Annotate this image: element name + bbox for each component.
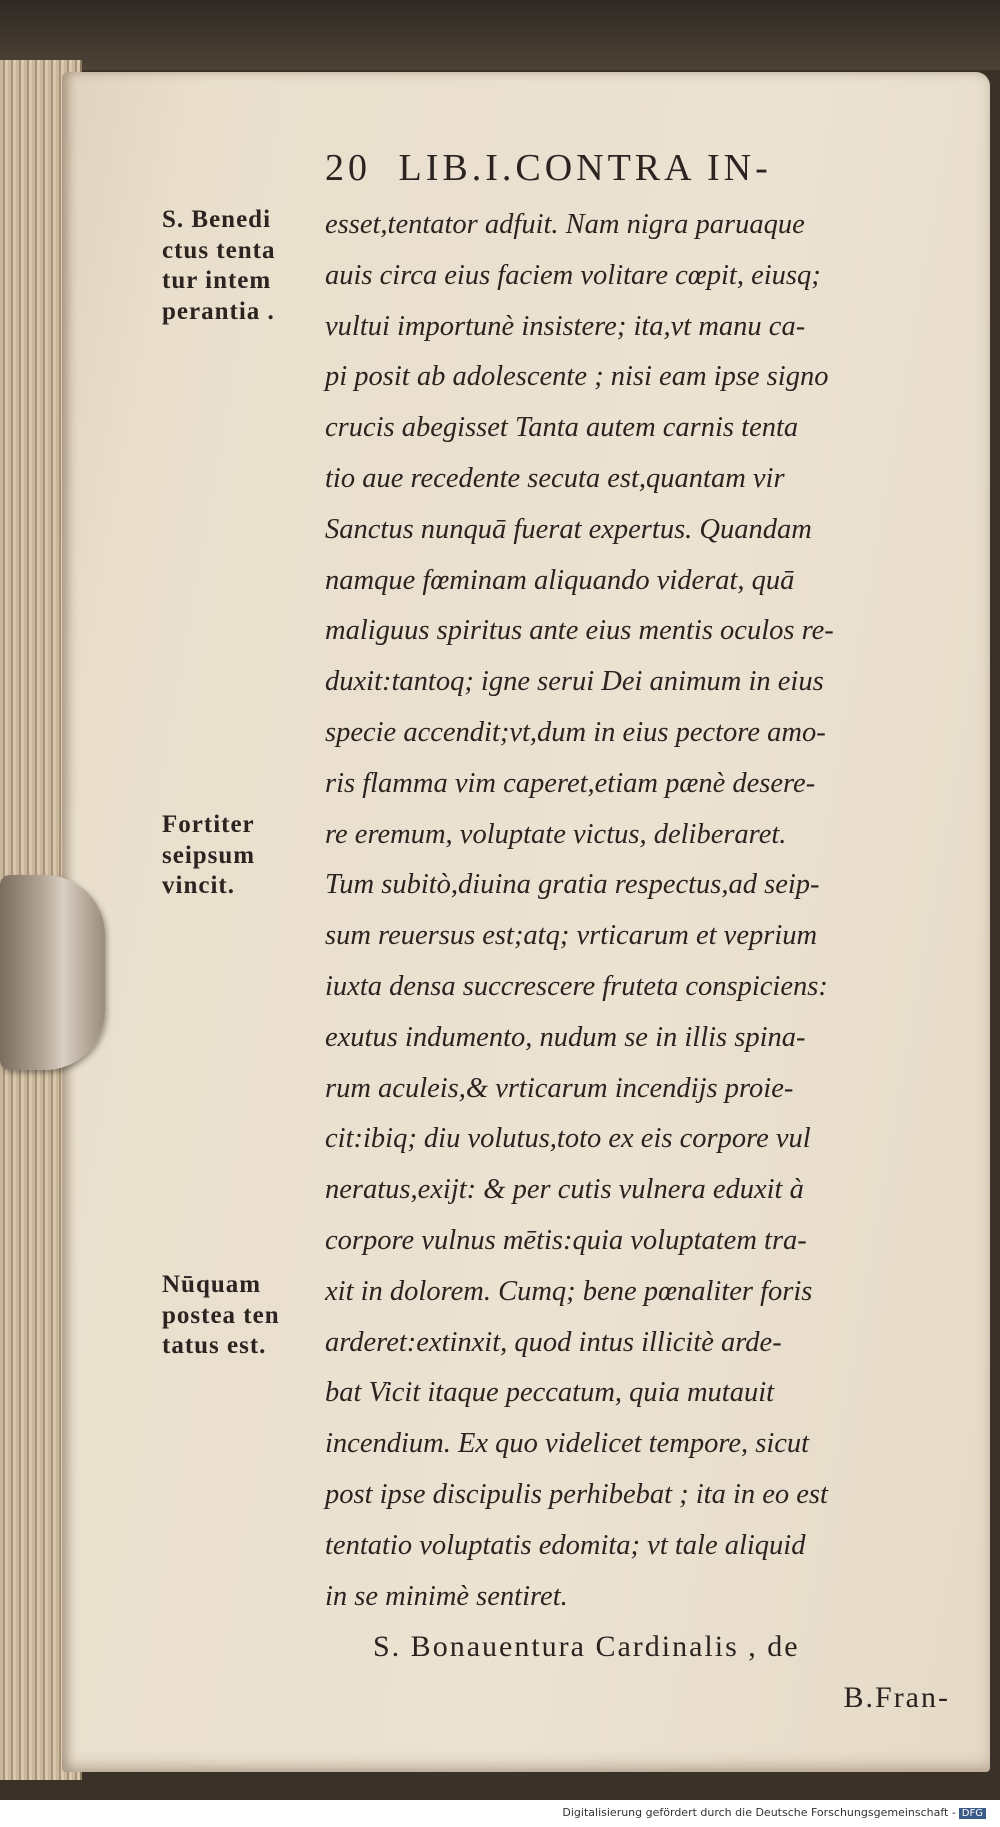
margin-note-line: Fortiter <box>162 811 255 838</box>
closing-line: S. Bonauentura Cardinalis , de <box>373 1630 800 1664</box>
margin-note-line: S. Benedi <box>162 206 272 233</box>
text-line: rum aculeis,& vrticarum incendijs proie- <box>325 1072 794 1104</box>
text-line: crucis abegisset Tanta autem carnis tenta <box>325 412 799 444</box>
text-line: ris flamma vim caperet,etiam pænè desere- <box>325 767 816 799</box>
margin-note-line: tatus est. <box>162 1332 267 1359</box>
text-line: cit:ibiq; diu volutus,toto ex eis corpore vul <box>325 1123 811 1155</box>
text-line: arderet:extinxit, quod intus illicitè arde- <box>325 1326 782 1358</box>
text-line: corpore vulnus mētis:quia voluptatem tra- <box>325 1224 807 1256</box>
margin-note-line: tur intem <box>162 267 272 294</box>
text-line: neratus,exijt: & per cutis vulnera eduxit à <box>325 1174 804 1206</box>
margin-note-line: postea ten <box>162 1301 280 1329</box>
text-line: post ipse discipulis perhibebat ; ita in eo est <box>325 1478 828 1510</box>
text-line: esset,tentator adfuit. Nam nigra paruaque <box>325 209 805 240</box>
scan-background-top <box>0 0 1000 70</box>
page-number: 20 <box>325 147 371 189</box>
text-line: pi posit ab adolescente ; nisi eam ipse signo <box>325 361 829 393</box>
text-line: namque fœminam aliquando viderat, quā <box>325 564 795 596</box>
text-line: xit in dolorem. Cumq; bene pœnaliter foris <box>325 1275 813 1307</box>
text-line: Tum subitò,diuina gratia respectus,ad seip- <box>325 869 820 901</box>
margin-note-line: Nūquam <box>162 1271 262 1298</box>
margin-note-benedictus <box>162 205 322 327</box>
text-line: incendium. Ex quo videlicet tempore, sicut <box>325 1428 810 1460</box>
text-line: tentatio voluptatis edomita; vt tale aliquid <box>325 1529 806 1561</box>
digitization-credit <box>562 1806 986 1819</box>
catchword: B.Fran- <box>843 1681 950 1715</box>
page-clip <box>0 875 105 1070</box>
text-line: vultui importunè insistere; ita,vt manu ca- <box>325 310 806 342</box>
text-line: specie accendit;vt,dum in eius pectore amo- <box>325 716 826 748</box>
margin-note-line: vincit. <box>162 872 235 899</box>
text-line: Sanctus nunquā fuerat expertus. Quandam <box>325 513 812 545</box>
text-line: bat Vicit itaque peccatum, quia mutauit <box>325 1377 775 1409</box>
running-title: LIB.I.CONTRA IN- <box>398 147 772 189</box>
text-line: re eremum, voluptate victus, deliberaret. <box>325 818 787 850</box>
text-line: auis circa eius faciem volitare cœpit, eiusq; <box>325 259 821 291</box>
text-line: maliguus spiritus ante eius mentis oculos re- <box>325 615 834 647</box>
dfg-logo: DFG <box>959 1808 986 1819</box>
margin-note-nunquam <box>162 1270 322 1362</box>
text-line: sum reuersus est;atq; vrticarum et veprium <box>325 920 818 952</box>
margin-note-line: perantia . <box>162 297 275 325</box>
text-line: in se minimè sentiret. <box>325 1580 568 1612</box>
running-header <box>325 146 772 190</box>
text-line: duxit:tantoq; igne serui Dei animum in eius <box>325 666 824 698</box>
margin-note-line: ctus tenta <box>162 236 276 264</box>
text-line: exutus indumento, nudum se in illis spina- <box>325 1021 806 1053</box>
margin-note-fortiter <box>162 810 322 902</box>
text-line: tio aue recedente secuta est,quantam vir <box>325 462 785 494</box>
margin-note-line: seipsum <box>162 841 256 869</box>
credit-text: Digitalisierung gefördert durch die Deutsche Forschungsgemeinschaft - <box>562 1806 956 1819</box>
text-line: iuxta densa succrescere fruteta conspiciens: <box>325 970 828 1002</box>
body-text <box>325 200 950 1724</box>
